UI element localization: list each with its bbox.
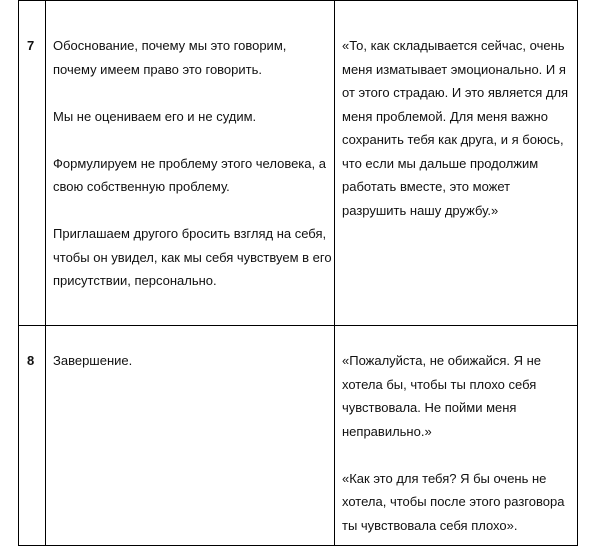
table-border-bottom (18, 545, 578, 546)
row-8-example (342, 349, 572, 537)
row-7-example (342, 34, 572, 222)
table-column-divider-1 (45, 0, 46, 546)
example-paragraph: «Как это для тебя? Я бы очень не хотела, чтобы после этого разговора ты чувствовала себя плохо». (342, 470, 565, 533)
description-paragraph: Формулируем не проблему этого человека, а свою собственную проблему. (53, 155, 326, 194)
row-7-description (53, 34, 333, 293)
table-border-left (18, 0, 19, 546)
row-8-description (53, 349, 333, 373)
description-paragraph: Завершение. (53, 353, 133, 368)
description-paragraph: Приглашаем другого бросить взгляд на себя, чтобы он увидел, как мы себя чувствуем в его присутствии, персонально. (53, 226, 332, 288)
table-border-right (577, 0, 578, 546)
table-column-divider-2 (334, 0, 335, 546)
description-paragraph: Мы не оцениваем его и не судим. (53, 108, 257, 124)
comparison-table (18, 0, 578, 545)
table-row-divider (18, 325, 578, 326)
table-border-top (18, 0, 578, 1)
row-number: 7 (27, 38, 35, 53)
example-paragraph: «То, как складывается сейчас, очень меня изматывает эмоционально. И я от этого страдаю. И это является для меня проблемой. Для меня важно сохранить тебя как друга, и я боюсь, что если мы дальше продолжим работать вместе, это может разрушить нашу дружбу.» (342, 38, 569, 218)
example-paragraph: «Пожалуйста, не обижайся. Я не хотела бы, чтобы ты плохо себя чувствовала. Не пойми меня неправильно.» (342, 353, 542, 439)
row-number: 8 (27, 353, 35, 368)
description-paragraph: Обоснование, почему мы это говорим, почему имеем право это говорить. (53, 38, 287, 77)
